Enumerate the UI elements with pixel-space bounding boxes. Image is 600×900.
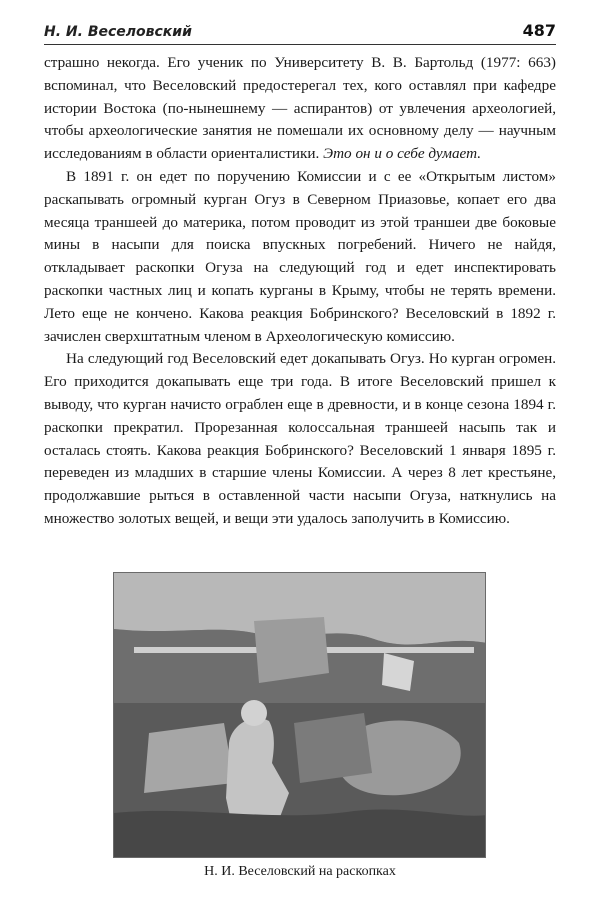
photo-figure-head [241,700,267,726]
photo-stone-left [144,723,234,793]
photo-foreground [114,809,486,858]
figure-caption: Н. И. Веселовский на раскопках [204,864,396,879]
paragraph-1-text: страшно некогда. Его ученик по Университету В. В. Бартольд (1977: 663) вспоминал, что Веселовский предостерегал тех, кого оставлял при кафедре истории Востока (по-нынешнему — аспирантов) от увлечения археологией, чтобы археологические занятия не помешали их основному делу — научным исследованиям в области ориенталистики. [44,54,556,163]
body-text [44,52,556,531]
paragraph-3: На следующий год Веселовский едет докапывать Огуз. Но курган огромен. Его приходится докапывать еще три года. В итоге Веселовский пришел к выводу, что курган начисто ограблен еще в древности, и в конце сезона 1894 г. раскопки прекратил. Прорезанная колоссальная траншеей насыпь так и осталась стоять. Какова реакция Бобринского? Веселовский 1 января 1895 г. переведен из младших в старшие члены Комиссии. А через 8 лет крестьяне, продолжавшие рыться в оставленной части насыпи Огуза, наткнулись на множество золотых вещей, и вещи эти удалось заполучить в Комиссию. [44,350,556,527]
header-rule [44,44,556,45]
paragraph-1-italic: Это он и о себе думает. [323,145,482,163]
photo-rock-upper [254,617,329,683]
paragraph-2: В 1891 г. он едет по поручению Комиссии и с ее «Открытым листом» раскапывать огромный курган Огуз в Северном Приазовье, копает его два месяца траншеей до материка, потом проводит из этой траншеи две боковые мины в насыпи для поиска впускных погребений. Ничего не найдя, откладывает раскопки Огуза на следующий год и едет инспектировать раскопки частных лиц и копать курганы в Крыму, чтобы не терять времени. Лето еще не кончено. Какова реакция Бобринского? Веселовский в 1892 г. зачислен сверхштатным членом в Археологическую комиссию. [44,167,556,345]
excavation-photo-image [114,573,486,858]
page-header [44,16,556,40]
excavation-photo [113,572,486,858]
page-number: 487 [522,21,556,40]
photo-shadow-block [294,713,372,783]
paragraph-1 [44,52,556,166]
running-head: Н. И. Веселовский [44,24,192,40]
